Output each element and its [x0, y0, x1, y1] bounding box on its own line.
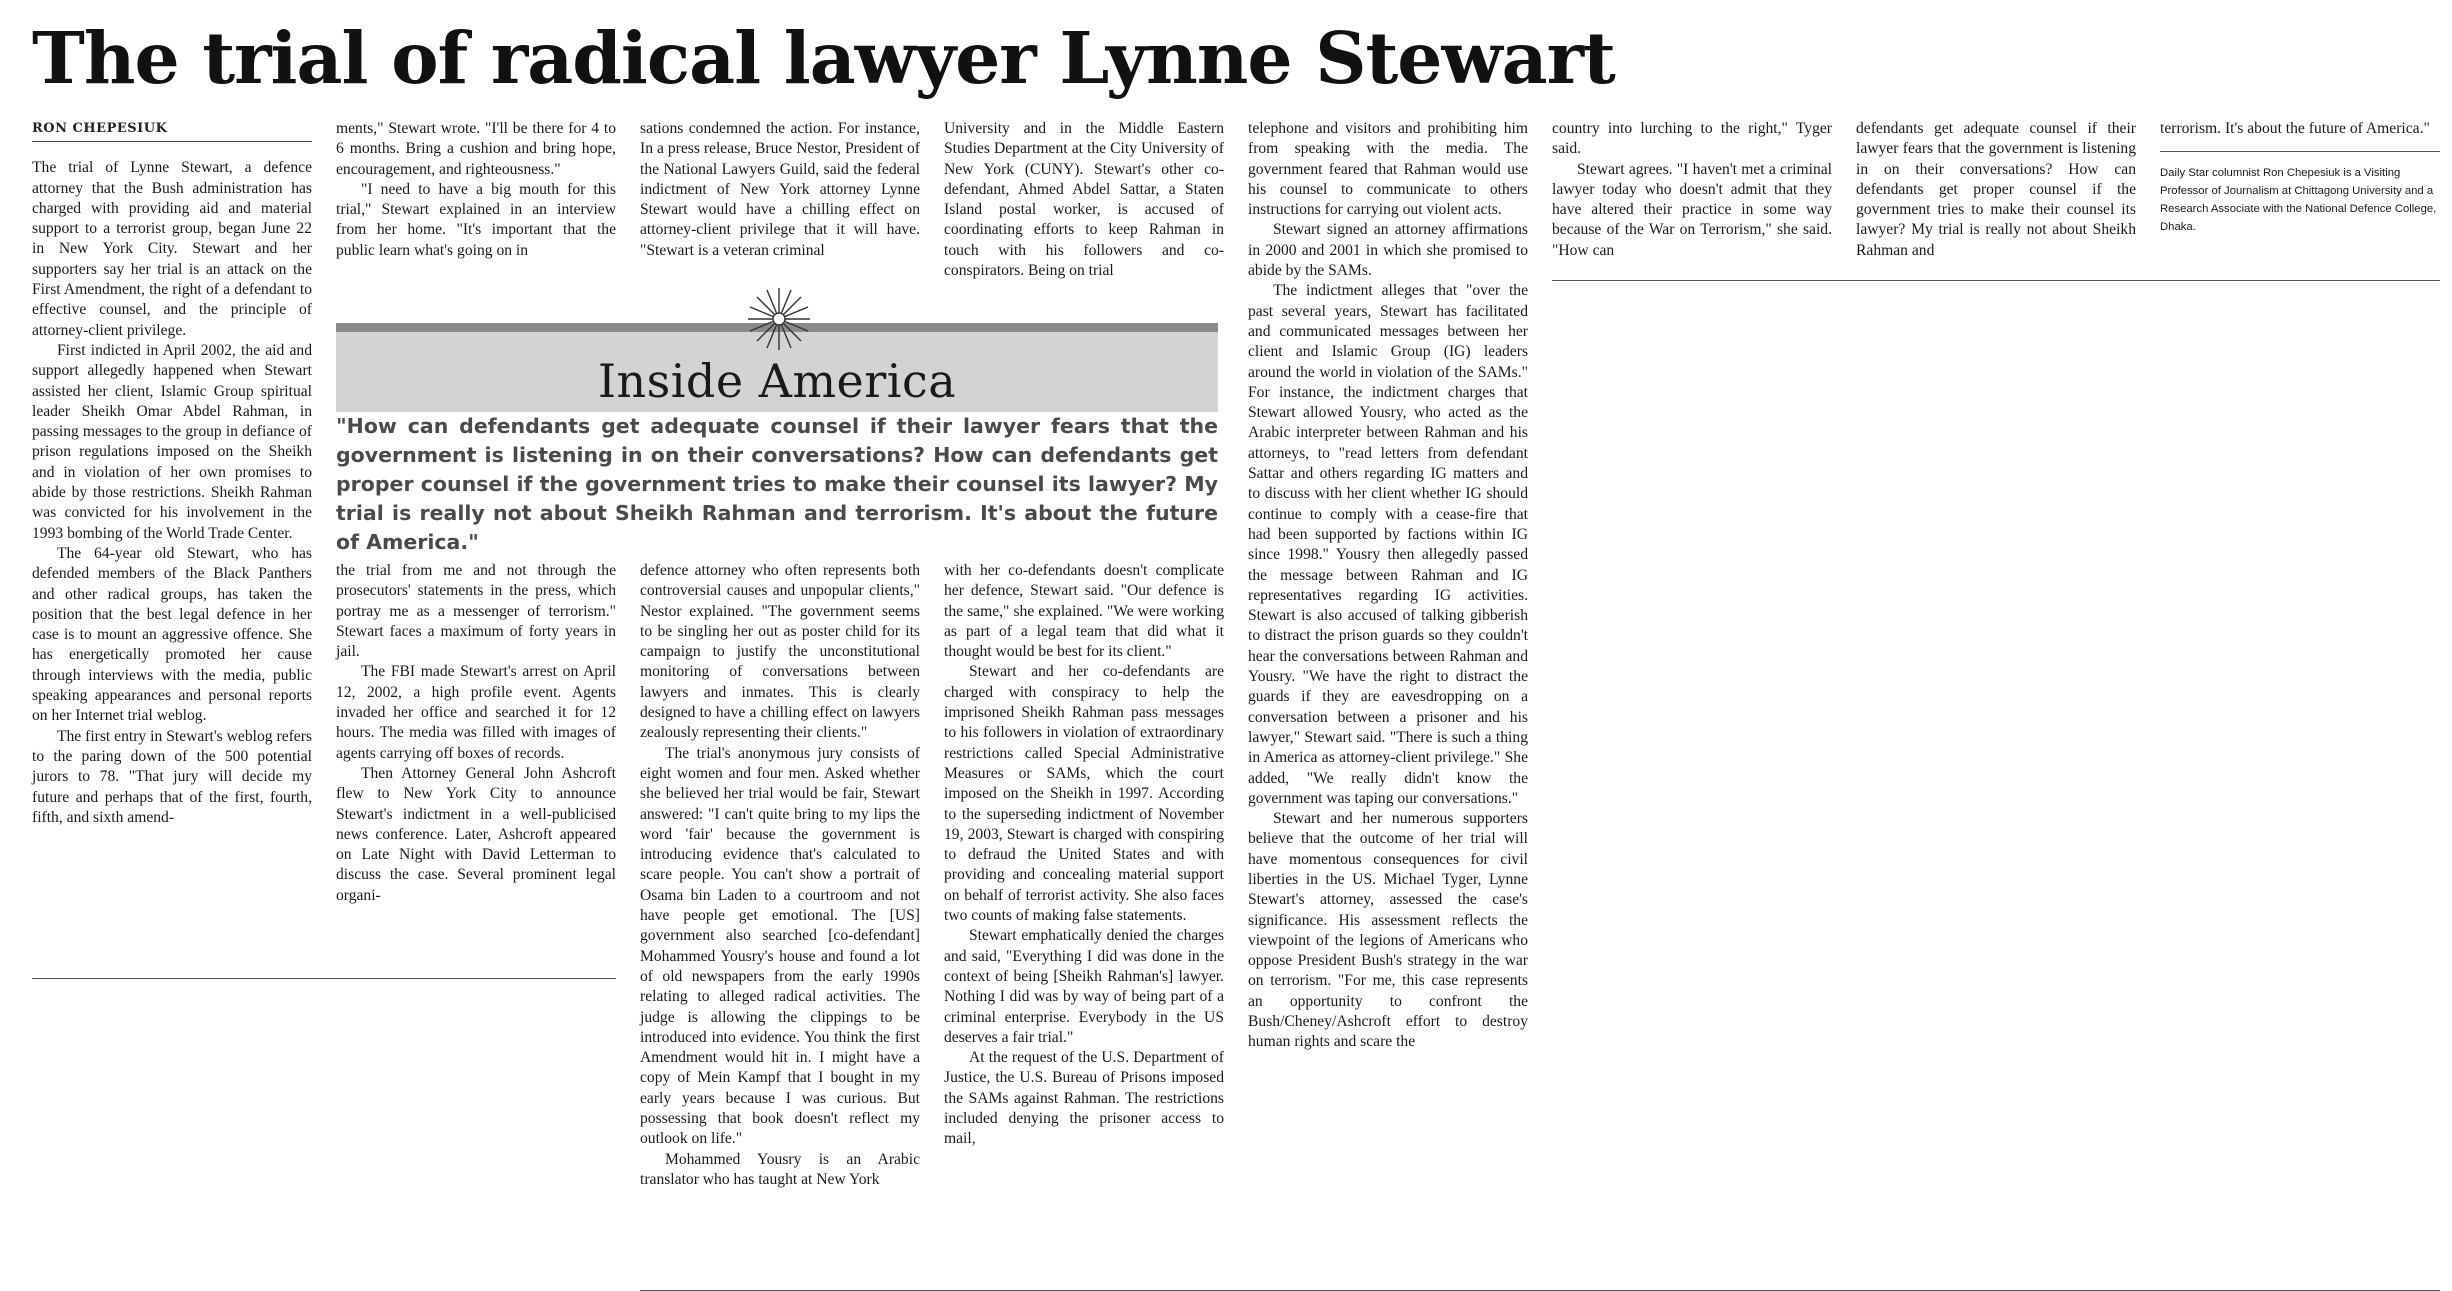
paragraph: Stewart emphatically denied the charges and said, "Everything I did was done in the context of being [Sheikh Rahman's] lawyer. Nothing I did was by way of being part of a criminal enterprise. Everybody in the US deserves a fair trial.": [944, 927, 1224, 1046]
paragraph: the trial from me and not through the prosecutors' statements in the press, which portray me as a messenger of terrorism." Stewart faces a maximum of forty years in jail.: [336, 562, 616, 661]
paragraph: The indictment alleges that "over the past several years, Stewart has facilitated and communicated messages between her client and Islamic Group (IG) leaders around the world in violation of the SAMs." For instance, the indictment charges that Stewart allowed Yousry, who acted as the Arabic interpreter between Rahman and his attorneys, to "read letters from defendant Sattar and others regarding IG matters and to discuss with her client whether IG should continue to comply with a cease-fire that had been supported by factions within IG since 1998." Yousry then allegedly passed the message between Rahman and IG representatives regarding IG activities. Stewart is also accused of talking gibberish to distract the prison guards so they couldn't hear the conversations between Rahman and Yousry. "We have the right to distract the guards if they are eavesdropping on a conversation between a prisoner and his lawyer," Stewart said. "There is such a thing in America as attorney-client privilege." She added, "We really didn't know the government was taping our conversations.": [1248, 282, 1528, 807]
pull-quote: "How can defendants get adequate counsel if their lawyer fears that the government is listening in on their conversations? How can defendants get proper counsel if the government tries to make their counsel its lawyer? My trial is really not about Sheikh Rahman and terrorism. It's about the future of America.": [336, 414, 1218, 554]
article-column-6: [1552, 119, 1832, 261]
article-column-5: [1248, 119, 1528, 1053]
byline: RON CHEPESIUK: [32, 119, 312, 142]
column-rule: [32, 978, 616, 979]
article-column-2-top: [336, 119, 616, 261]
paragraph: The first entry in Stewart's weblog refers to the paring down of the 500 potential jurors to 78. "That jury will decide my future and perhaps that of the first, fourth, fifth, and sixth amend-: [32, 727, 312, 826]
contributor-note: Daily Star columnist Ron Chepesiuk is a Visiting Professor of Journalism at Chittagong University and a Research Associate with the National Defence College, Dhaka.: [2160, 151, 2440, 236]
paragraph: country into lurching to the right," Tyger said.: [1552, 120, 1832, 158]
paragraph: terrorism. It's about the future of America.": [2160, 120, 2430, 137]
article-column-1: [32, 119, 312, 828]
paragraph: The 64-year old Stewart, who has defended members of the Black Panthers and other radical groups, has taken the position that the best legal defence in her case is to mount an aggressive offence. She has energetically promoted her cause through interviews with the media, public speaking appearances and personal reports on her Internet trial weblog.: [32, 544, 312, 725]
paragraph: telephone and visitors and prohibiting him from speaking with the media. The government feared that Rahman would use his counsel to communicate to others instructions for carrying out violent acts.: [1248, 120, 1528, 219]
paragraph: Stewart signed an attorney affirmations in 2000 and 2001 in which she promised to abide by the SAMs.: [1248, 221, 1528, 280]
paragraph: sations condemned the action. For instance, In a press release, Bruce Nestor, President of the National Lawyers Guild, said the federal indictment of New York attorney Lynne Stewart would have a chilling effect on attorney-client privilege that it will have. "Stewart is a veteran criminal: [640, 120, 920, 259]
paragraph: "I need to have a big mouth for this trial," Stewart explained in an interview from her home. "It's important that the public learn what's going on in: [336, 180, 616, 259]
article-column-7: [1856, 119, 2136, 261]
section-banner-title: Inside America: [597, 354, 957, 408]
article-column-2-bottom: [336, 561, 616, 906]
paragraph: University and in the Middle Eastern Studies Department at the City University of New York (CUNY). Stewart's other co-defendant, Ahmed Abdel Sattar, a Staten Island postal worker, is accused of coordinating efforts to keep Rahman in touch with his followers and co-conspirators. Being on trial: [944, 120, 1224, 280]
paragraph: Stewart and her numerous supporters believe that the outcome of her trial will have momentous consequences for civil liberties in the US. Michael Tyger, Lynne Stewart's attorney, assessed the case's significance. His assessment reflects the viewpoint of the legions of Americans who oppose President Bush's strategy in the war on terrorism. "For me, this case represents an opportunity to confront the Bush/Cheney/Ashcroft effort to destroy human rights and scare the: [1248, 810, 1528, 1051]
paragraph: First indicted in April 2002, the aid and support allegedly happened when Stewart assisted her client, Islamic Group spiritual leader Sheikh Omar Abdel Rahman, in passing messages to the group in defiance of prison regulations imposed on the Sheikh and in violation of her own promises to abide by those restrictions. Sheikh Rahman was convicted for his involvement in the 1993 bombing of the World Trade Center.: [32, 341, 312, 542]
column-rule: [1552, 280, 2440, 281]
paragraph: defendants get adequate counsel if their lawyer fears that the government is listening in on their conversations? How can defendants get proper counsel if the government tries to make their counsel its lawyer? My trial is really not about Sheikh Rahman and: [1856, 120, 2136, 259]
paragraph: Then Attorney General John Ashcroft flew to New York City to announce Stewart's indictment in a well-publicised news conference. Later, Ashcroft appeared on Late Night with David Letterman to discuss the case. Several prominent legal organi-: [336, 764, 616, 904]
article-column-3-bottom: [640, 561, 920, 1190]
paragraph: defence attorney who often represents both controversial causes and unpopular clients," Nestor explained. "The government seems to be singling her out as poster child for its campaign to justify the unconstitutional monitoring of conversations between lawyers and inmates. This is clearly designed to have a chilling effect on lawyers zealously representing their clients.": [640, 562, 920, 742]
paragraph: The FBI made Stewart's arrest on April 12, 2002, a high profile event. Agents invaded her office and searched it for 12 hours. The media was filled with images of agents carrying off boxes of records.: [336, 663, 616, 762]
paragraph: Stewart agrees. "I haven't met a criminal lawyer today who doesn't admit that they have altered their practice in some way because of the War on Terrorism," she said. "How can: [1552, 160, 1832, 259]
paragraph: The trial of Lynne Stewart, a defence attorney that the Bush administration has charged with providing aid and material support to a terrorist group, began June 22 in New York City. Stewart and her supporters say her trial is an attack on the First Amendment, the right of a defendant to effective counsel, and the principle of attorney-client privilege.: [32, 159, 312, 339]
article-column-8: [2160, 119, 2440, 236]
paragraph: At the request of the U.S. Department of Justice, the U.S. Bureau of Prisons imposed the SAMs against Rahman. The restrictions included denying the prisoner access to mail,: [944, 1049, 1224, 1148]
paragraph: Mohammed Yousry is an Arabic translator who has taught at New York: [640, 1150, 920, 1188]
paragraph: The trial's anonymous jury consists of eight women and four men. Asked whether she believed her trial would be fair, Stewart answered: "I can't quite bring to my lips the word 'fair' because the government is introducing evidence that's calculated to scare people. You can't show a portrait of Osama bin Laden to a courtroom and not have people get emotional. The [US] government also searched [co-defendant] Mohammed Yousry's house and found a lot of old newspapers from the early 1990s relating to alleged radical activities. The judge is allowing the clippings to be introduced into evidence. You think the first Amendment would hit in. I might have a copy of Mein Kampf that I bought in my early years because I was curious. But possessing that book doesn't reflect my outlook on life.": [640, 744, 920, 1148]
starburst-icon: [746, 286, 812, 352]
article-column-4-top: [944, 119, 1224, 281]
paragraph: with her co-defendants doesn't complicate her defence, Stewart said. "Our defence is the same," she explained. "We were working as part of a legal team that did what it thought would be best for its client.": [944, 562, 1224, 661]
article-column-4-bottom: [944, 561, 1224, 1150]
headline: The trial of radical lawyer Lynne Stewart: [32, 16, 1615, 100]
paragraph: Stewart and her co-defendants are charged with conspiracy to help the imprisoned Sheikh Rahman pass messages to his followers in violation of extraordinary restrictions called Special Administrative Measures or SAMs, which the court imposed on the Sheikh in 1997. According to the superseding indictment of November 19, 2003, Stewart is charged with conspiring to defraud the United States and with providing and concealing material support on behalf of terrorist activity. She also faces two counts of making false statements.: [944, 663, 1224, 925]
paragraph: ments," Stewart wrote. "I'll be there for 4 to 6 months. Bring a cushion and bring hope, encouragement, and righteousness.": [336, 120, 616, 178]
article-column-3-top: [640, 119, 920, 261]
